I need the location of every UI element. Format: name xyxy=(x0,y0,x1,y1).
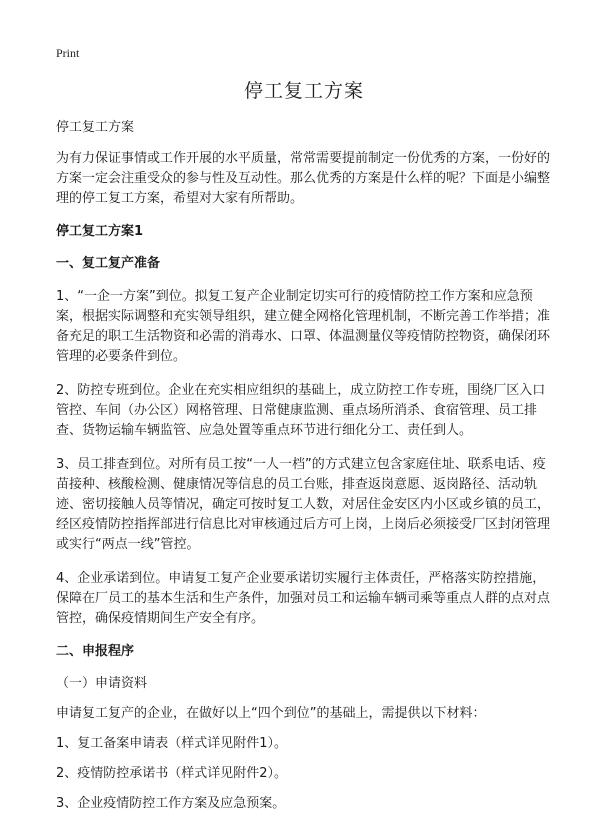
list-item: 3、企业疫情防控工作方案及应急预案。 xyxy=(56,796,286,811)
preparation-paragraph-1: 1、“一企一方案”到位。拟复工复产企业制定切实可行的疫情防控工作方案和应急预案，根据实际调整和充实领导组织，建立健全网格化管理机制，不断完善工作举措；准备充足的职工生活物资和必需的消毒水、口罩、体温测量仪等疫情防控物资，确保闭环管理的必要条件到位。 xyxy=(56,289,551,364)
page-title: 停工复工方案 xyxy=(243,80,364,102)
document-subtitle: 停工复工方案 xyxy=(56,120,135,135)
document-body xyxy=(56,76,552,825)
preparation-paragraph-2: 2、防控专班到位。企业在充实相应组织的基础上，成立防控工作专班，围绕厂区入口管控、车间（办公区）网格管理、日常健康监测、重点场所消杀、食宿管理、员工排查、货物运输车辆监管、应急处置等重点环节进行细化分工、责任到人。 xyxy=(56,383,546,438)
list-item: 2、疫情防控承诺书（样式详见附件2）。 xyxy=(56,766,288,781)
section-heading-application: 二、申报程序 xyxy=(56,644,135,659)
list-item: 1、复工备案申请表（样式详见附件1）。 xyxy=(56,736,288,751)
materials-lead: 申请复工复产的企业，在做好以上“四个到位”的基础上，需提供以下材料： xyxy=(56,706,486,721)
subsection-heading-materials: （一）申请资料 xyxy=(56,676,148,691)
section-heading-preparation: 一、复工复产准备 xyxy=(56,256,161,271)
intro-paragraph: 为有力保证事情或工作开展的水平质量，常常需要提前制定一份优秀的方案，一份好的方案一定会注重受众的参与性及互动性。那么优秀的方案是什么样的呢？下面是小编整理的停工复工方案，希望对大家有所帮助。 xyxy=(56,151,551,206)
preparation-paragraph-4: 4、企业承诺到位。申请复工复产企业要承诺切实履行主体责任，严格落实防控措施，保障在厂员工的基本生活和生产条件，加强对员工和运输车辆司乘等重点人群的点对点管控，确保疫情期间生产安全有序。 xyxy=(56,571,551,626)
print-link[interactable]: Print xyxy=(56,46,80,60)
preparation-paragraph-3: 3、员工排查到位。对所有员工按“一人一档”的方式建立包含家庭住址、联系电话、疫苗接种、核酸检测、健康情况等信息的员工台账，排查返岗意愿、返岗路径、活动轨迹、密切接触人员等情况，确定可按时复工人数，对居住金安区内小区或乡镇的员工，经区疫情防控指挥部进行信息比对审核通过后方可上岗，上岗后必须接受厂区封闭管理或实行“两点一线”管控。 xyxy=(56,457,551,552)
plan-heading: 停工复工方案1 xyxy=(56,224,144,239)
